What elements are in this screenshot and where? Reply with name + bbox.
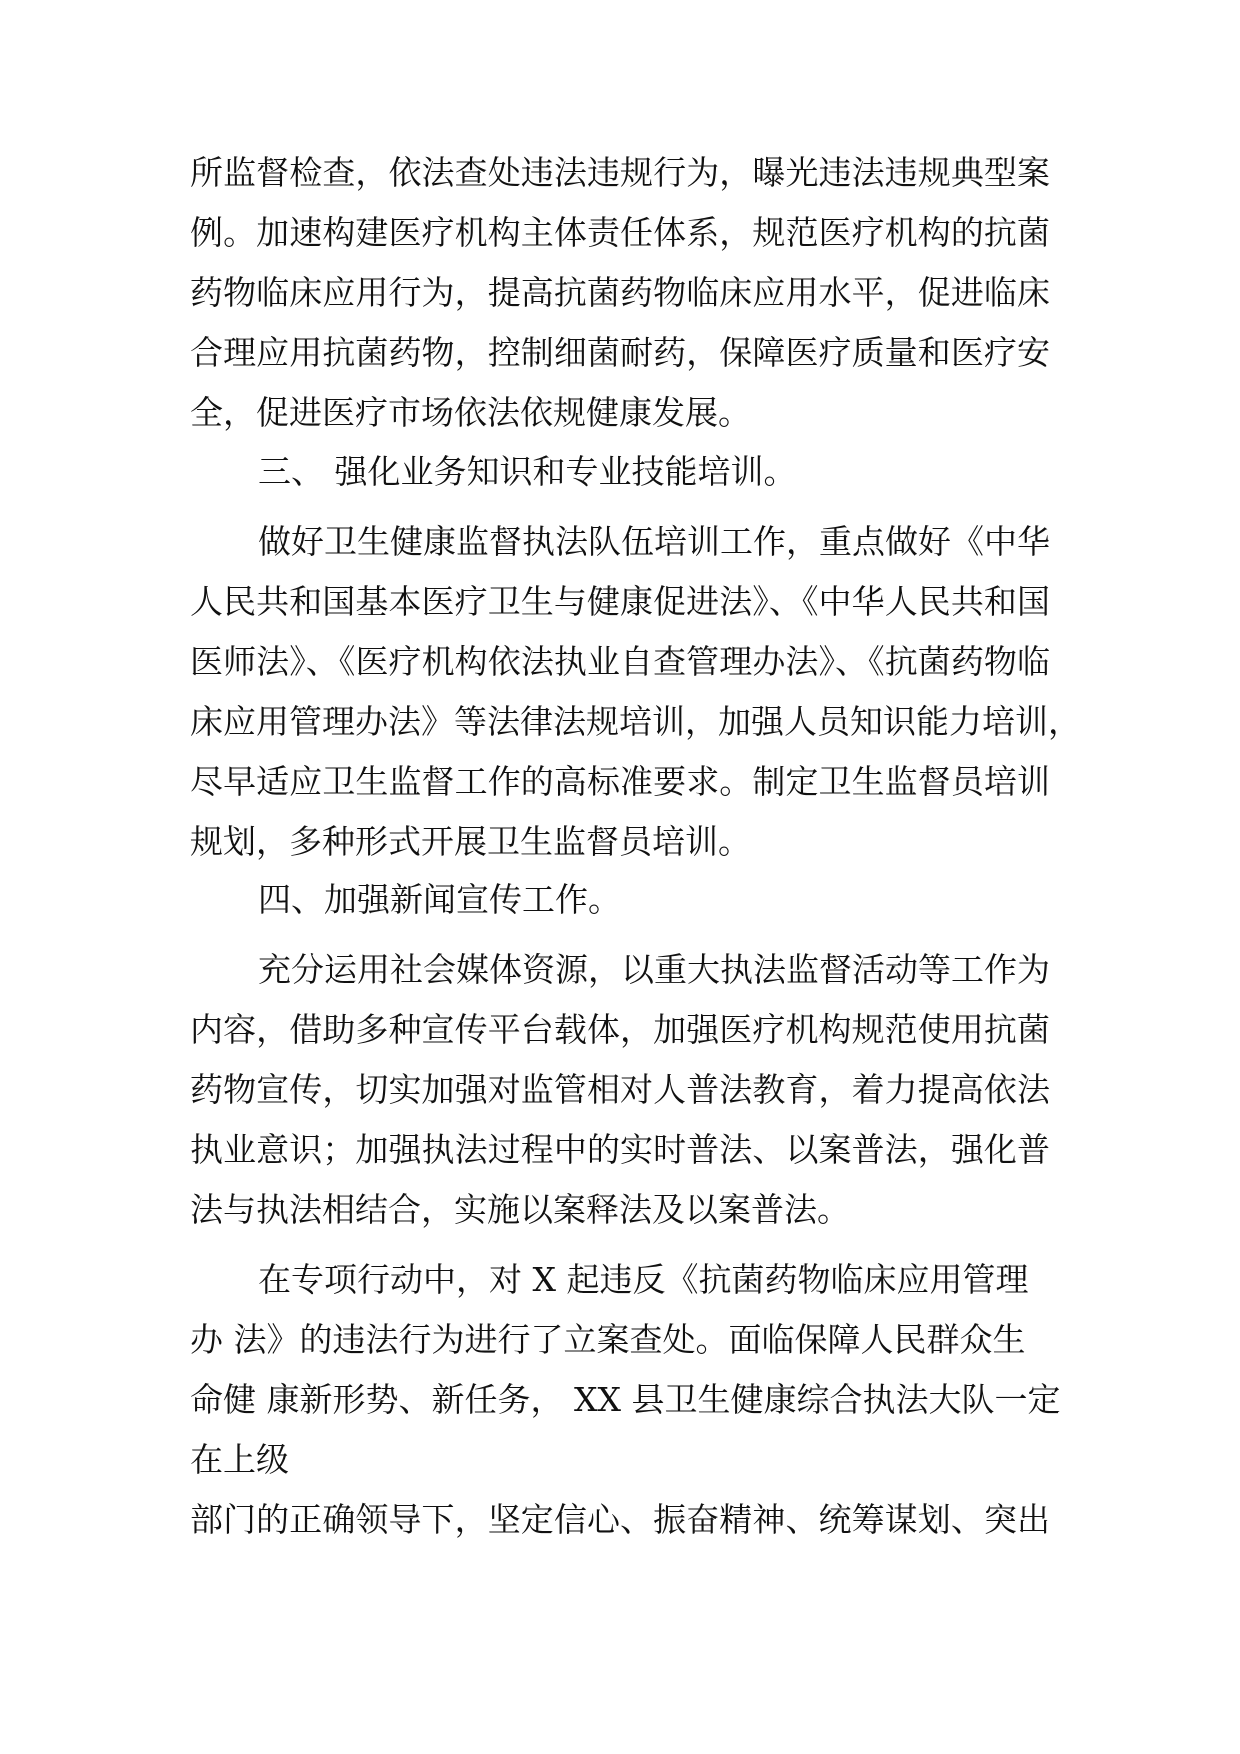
text-line: 充分运用社会媒体资源，以重大执法监督活动等工作为 <box>258 950 1050 989</box>
text-line: 药物临床应用行为，提高抗菌药物临床应用水平，促进临床 <box>190 273 1050 312</box>
text-line: 合理应用抗菌药物，控制细菌耐药，保障医疗质量和医疗安 <box>190 333 1050 372</box>
text-line: 命健 康新形势、新任务， XX 县卫生健康综合执法大队一定 <box>190 1380 1061 1419</box>
text-line: 例。加速构建医疗机构主体责任体系，规范医疗机构的抗菌 <box>190 213 1050 252</box>
text-line: 床应用管理办法》等法律法规培训，加强人员知识能力培训， <box>190 702 1081 741</box>
section-heading: 三、 强化业务知识和专业技能培训。 <box>258 452 797 491</box>
text-line: 执业意识；加强执法过程中的实时普法、以案普法，强化普 <box>190 1130 1050 1169</box>
text-line: 在专项行动中，对 X 起违反《抗菌药物临床应用管理 <box>258 1260 1029 1299</box>
text-line: 所监督检查，依法查处违法违规行为，曝光违法违规典型案 <box>190 153 1050 192</box>
text-line: 尽早适应卫生监督工作的高标准要求。制定卫生监督员培训 <box>190 762 1050 801</box>
text-line: 做好卫生健康监督执法队伍培训工作，重点做好《中华 <box>258 522 1050 561</box>
text-line: 法与执法相结合，实施以案释法及以案普法。 <box>190 1190 850 1229</box>
text-line: 在上级 <box>190 1440 289 1479</box>
section-heading: 四、加强新闻宣传工作。 <box>258 880 621 919</box>
text-line: 办 法》的违法行为进行了立案查处。面临保障人民群众生 <box>190 1320 1026 1359</box>
text-line: 药物宣传，切实加强对监管相对人普法教育，着力提高依法 <box>190 1070 1050 1109</box>
text-line: 部门的正确领导下，坚定信心、振奋精神、统筹谋划、突出 <box>190 1500 1050 1539</box>
text-line: 规划，多种形式开展卫生监督员培训。 <box>190 822 751 861</box>
text-line: 人民共和国基本医疗卫生与健康促进法》、《中华人民共和国 <box>190 582 1050 621</box>
text-line: 全，促进医疗市场依法依规健康发展。 <box>190 393 751 432</box>
text-line: 内容，借助多种宣传平台载体，加强医疗机构规范使用抗菌 <box>190 1010 1050 1049</box>
text-line: 医师法》、《医疗机构依法执业自查管理办法》、《抗菌药物临 <box>190 642 1050 681</box>
